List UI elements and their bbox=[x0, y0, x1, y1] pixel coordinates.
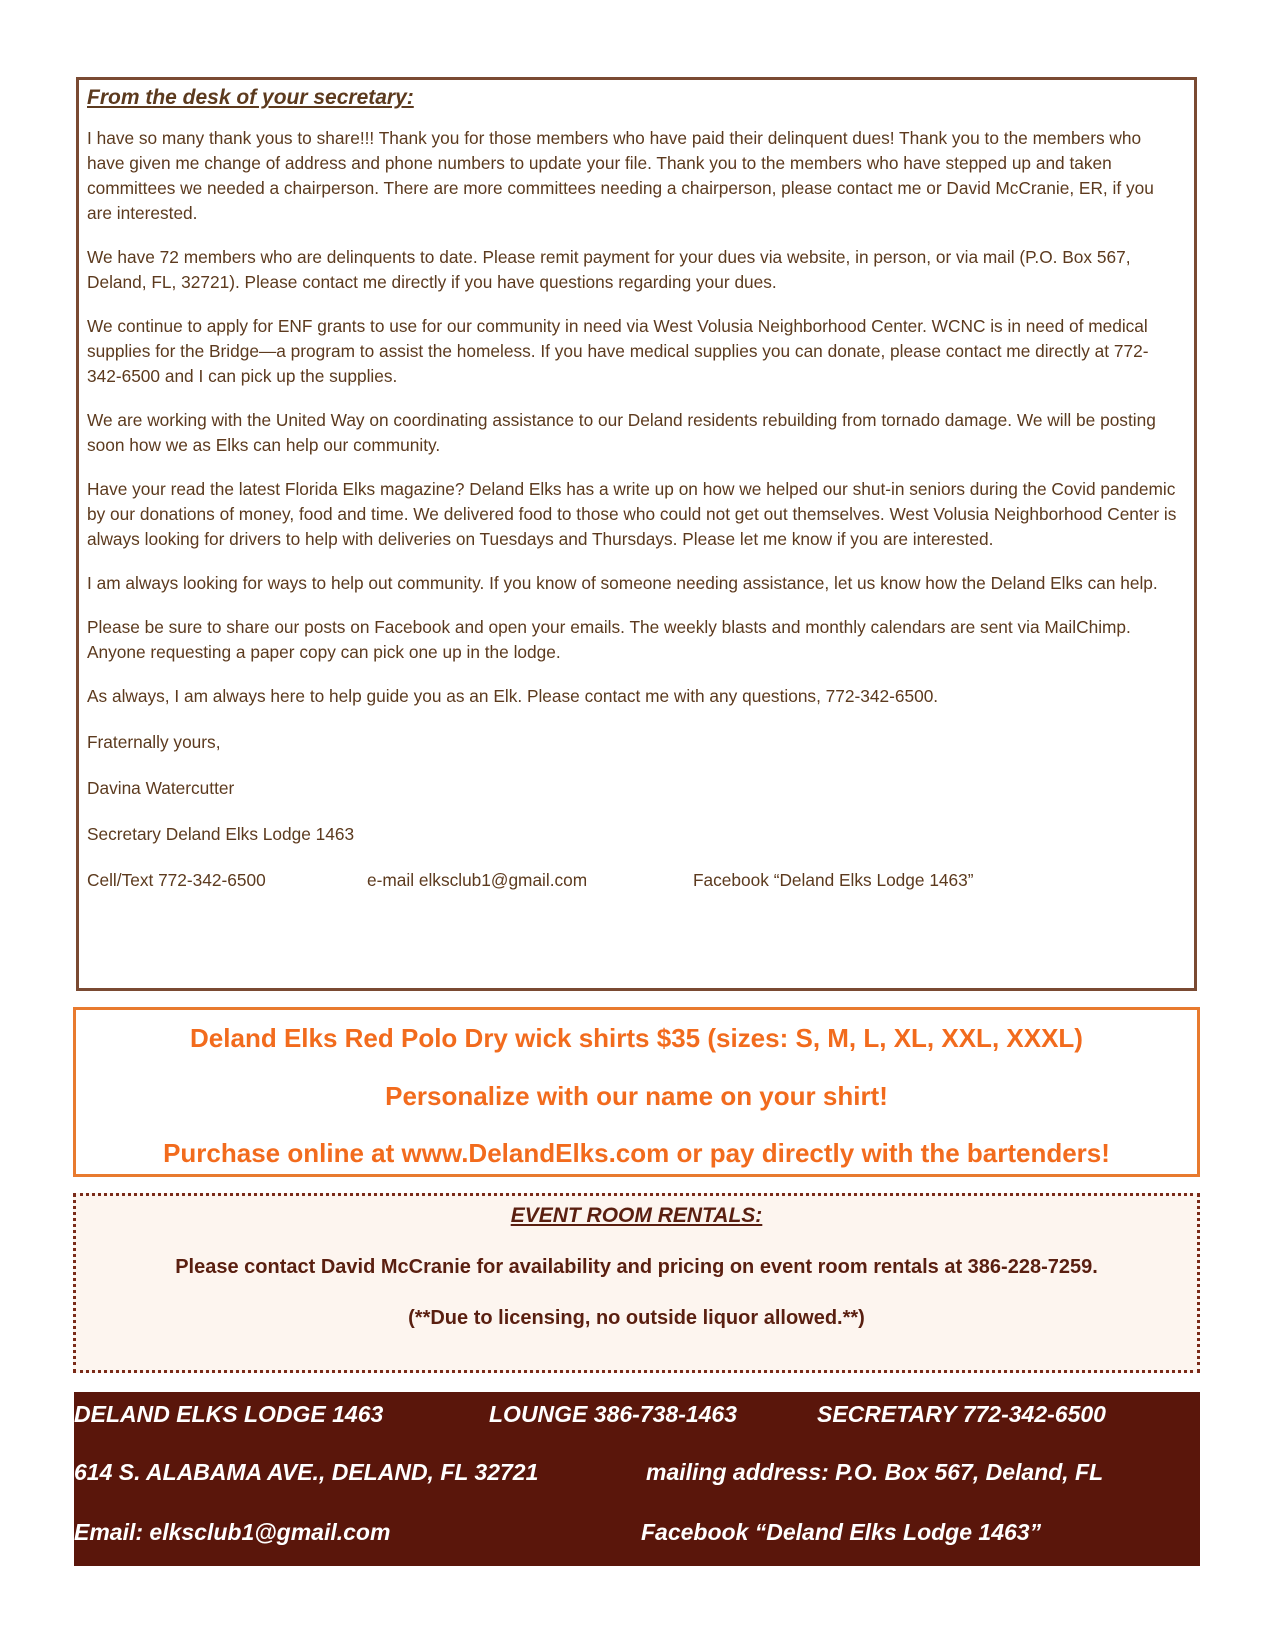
letter-paragraph: We are working with the United Way on coordinating assistance to our Deland residents rebuilding from tornado damage. We will be posting soon how we as Elks can help our community. bbox=[87, 410, 1156, 455]
event-note: (**Due to licensing, no outside liquor allowed.**) bbox=[408, 1307, 865, 1329]
letter-paragraph: As always, I am always here to help guide you as an Elk. Please contact me with any questions, 772-342-6500. bbox=[87, 686, 939, 706]
event-title: EVENT ROOM RENTALS: bbox=[510, 1204, 763, 1227]
footer-mailing: mailing address: P.O. Box 567, Deland, FL bbox=[646, 1459, 1104, 1485]
email-address[interactable]: e-mail elksclub1@gmail.com bbox=[367, 870, 588, 890]
event-contact: Please contact David McCranie for availability and pricing on event room rentals at 386-228-7259. bbox=[175, 1256, 1098, 1278]
facebook-page[interactable]: Facebook “Deland Elks Lodge 1463” bbox=[693, 870, 974, 890]
shirt-offer: Deland Elks Red Polo Dry wick shirts $35 (sizes: S, M, L, XL, XXL, XXXL) bbox=[190, 1023, 1083, 1053]
letter-paragraph: Have your read the latest Florida Elks magazine? Deland Elks has a write up on how we helped our shut-in seniors during the Covid pandemic by our donations of money, food and time. We delivered food to those who could not get out themselves. West Volusia Neighborhood Center is always looking for drivers to help with deliveries on Tuesdays and Thursdays. Please let me know if you are interested. bbox=[87, 479, 1177, 549]
signer-name: Davina Watercutter bbox=[87, 778, 235, 798]
contact-line bbox=[87, 868, 1182, 893]
footer-lodge: DELAND ELKS LODGE 1463 bbox=[74, 1401, 384, 1427]
letter-paragraph: We continue to apply for ENF grants to use for our community in need via West Volusia Neighborhood Center. WCNC is in need of medical supplies for the Bridge—a program to assist the homeless. If you have medical supplies you can donate, please contact me directly at 772-342-6500 and I can pick up the supplies. bbox=[87, 316, 1149, 386]
letter-title: From the desk of your secretary: bbox=[87, 86, 414, 109]
footer-address: 614 S. ALABAMA AVE., DELAND, FL 32721 bbox=[74, 1459, 539, 1485]
secretary-letter bbox=[76, 77, 1197, 991]
lodge-footer bbox=[74, 1392, 1200, 1566]
signer-role: Secretary Deland Elks Lodge 1463 bbox=[87, 824, 355, 844]
letter-paragraph: I have so many thank yous to share!!! Thank you for those members who have paid their delinquent dues! Thank you to the members who have given me change of address and phone numbers to update your file. Thank you to the members who have stepped up and taken committees we needed a chairperson. There are more committees needing a chairperson, please contact me or David McCranie, ER, if you are interested. bbox=[87, 128, 1154, 223]
letter-paragraph: I am always looking for ways to help out community. If you know of someone needing assistance, let us know how the Deland Elks can help. bbox=[87, 573, 1158, 593]
shirt-purchase: Purchase online at www.DelandElks.com or pay directly with the bartenders! bbox=[163, 1138, 1110, 1168]
cell-number: Cell/Text 772-342-6500 bbox=[87, 870, 266, 890]
footer-facebook[interactable]: Facebook “Deland Elks Lodge 1463” bbox=[641, 1519, 1042, 1545]
letter-paragraph: We have 72 members who are delinquents to date. Please remit payment for your dues via website, in person, or via mail (P.O. Box 567, Deland, FL, 32721). Please contact me directly if you have questions regarding your dues. bbox=[87, 247, 1131, 292]
event-rentals bbox=[73, 1193, 1200, 1373]
footer-email[interactable]: Email: elksclub1@gmail.com bbox=[74, 1519, 391, 1545]
shirt-personalize: Personalize with our name on your shirt! bbox=[385, 1081, 888, 1111]
footer-secretary: SECRETARY 772-342-6500 bbox=[817, 1401, 1106, 1427]
letter-paragraph: Please be sure to share our posts on Facebook and open your emails. The weekly blasts and monthly calendars are sent via MailChimp. Anyone requesting a paper copy can pick one up in the lodge. bbox=[87, 617, 1131, 662]
shirt-promo bbox=[73, 1007, 1200, 1177]
footer-lounge: LOUNGE 386-738-1463 bbox=[489, 1401, 738, 1427]
letter-closing: Fraternally yours, bbox=[87, 732, 221, 752]
